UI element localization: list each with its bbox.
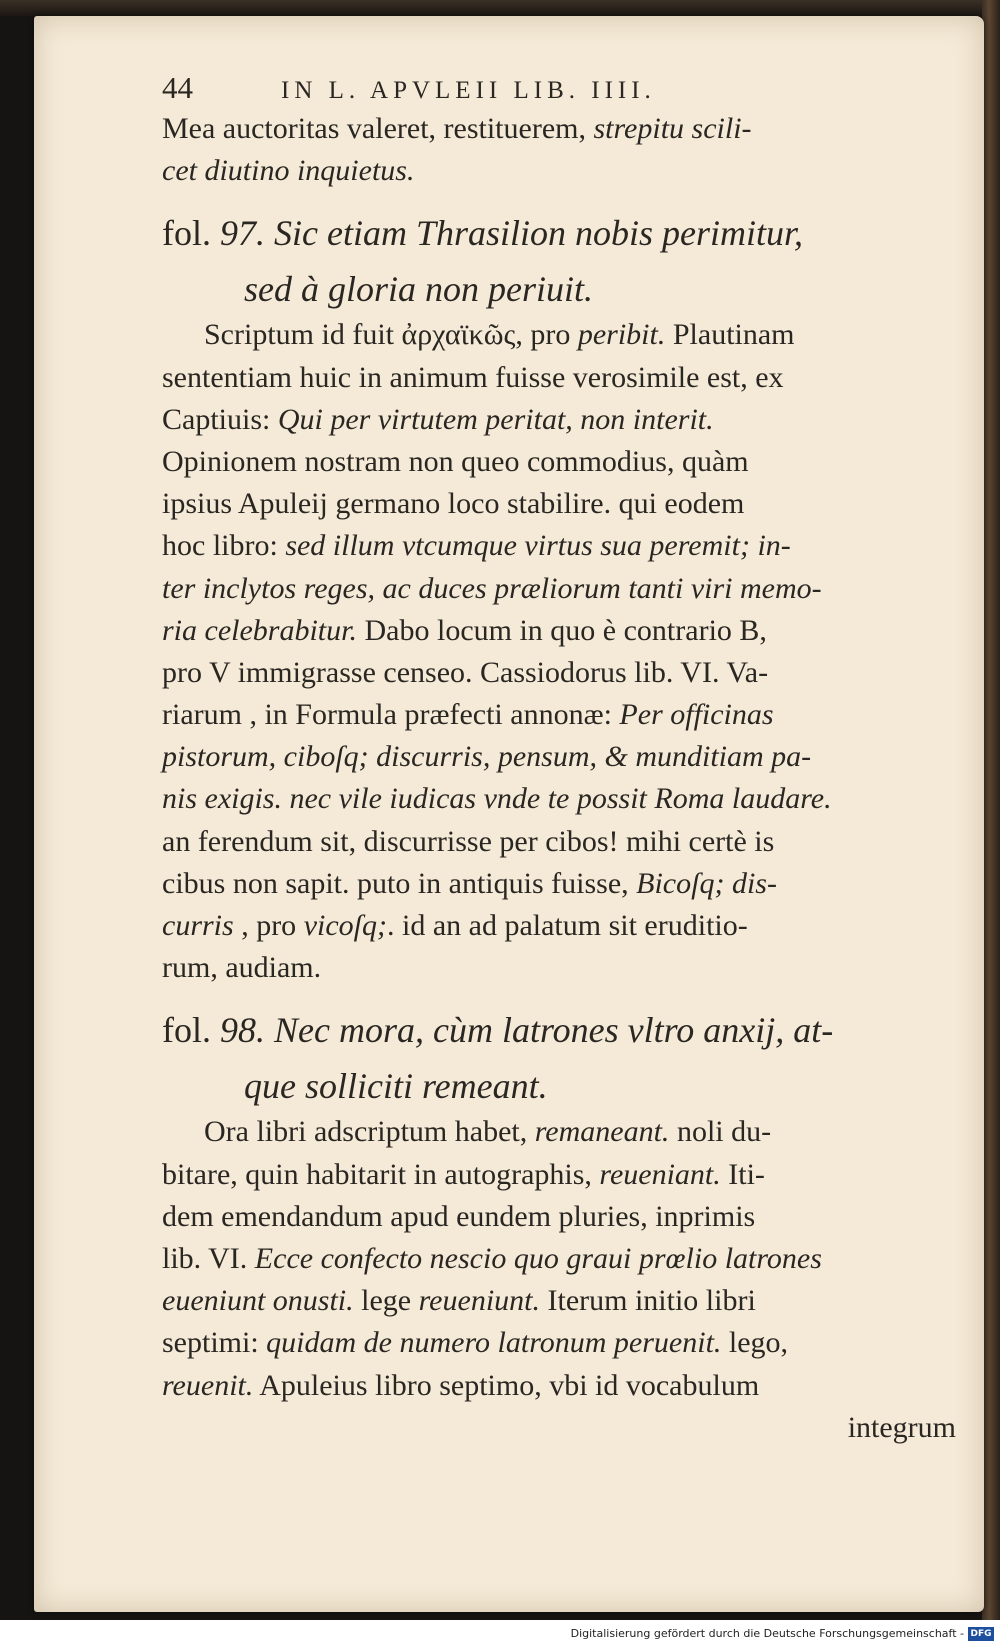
roman-text: Iterum initio libri bbox=[540, 1284, 756, 1318]
roman-text: bitare, quin habitarit in autographis, bbox=[162, 1157, 600, 1191]
italic-text: vicoſq; bbox=[303, 909, 387, 942]
text-line bbox=[162, 1061, 984, 1111]
text-line bbox=[162, 264, 984, 314]
roman-text: an ferendum sit, discurrisse per cibos! mihi certè is bbox=[162, 824, 775, 858]
text-line bbox=[162, 441, 984, 483]
italic-text: quidam de numero latronum peruenit. bbox=[266, 1326, 722, 1360]
running-title: IN L. APVLEII LIB. IIII. bbox=[281, 77, 656, 104]
italic-text: Ecce confecto nescio quo graui prœlio latrones bbox=[254, 1241, 822, 1275]
roman-text: lege bbox=[353, 1284, 419, 1318]
italic-text: reuenit. bbox=[162, 1368, 254, 1402]
roman-text: Ora libri adscriptum habet, bbox=[204, 1115, 535, 1149]
page-text bbox=[162, 68, 984, 1449]
italic-text: pistorum, ciboſq; discurris, pensum, & munditiam pa- bbox=[162, 740, 812, 774]
italic-text: sed à gloria non periuit. bbox=[244, 269, 593, 310]
italic-text: 98. Nec mora, cùm latrones vltro anxij, at- bbox=[220, 1010, 834, 1051]
text-line bbox=[162, 1005, 984, 1055]
footer-bar bbox=[0, 1620, 1000, 1647]
roman-text: rum, audiam. bbox=[162, 951, 322, 985]
text-lines bbox=[162, 108, 984, 1449]
text-line bbox=[162, 357, 984, 399]
italic-text: eueniunt onusti. bbox=[162, 1284, 354, 1318]
roman-text: fol. bbox=[162, 213, 220, 254]
text-line bbox=[162, 399, 984, 441]
italic-text: sed illum vtcumque virtus sua peremit; in- bbox=[285, 529, 791, 563]
italic-text: remaneant. bbox=[534, 1115, 670, 1149]
italic-text: reueniant. bbox=[599, 1157, 721, 1191]
footer-credit: Digitalisierung gefördert durch die Deutsche Forschungsgemeinschaft - bbox=[570, 1627, 964, 1640]
italic-text: que solliciti remeant. bbox=[244, 1066, 548, 1107]
italic-text: peribit. bbox=[577, 318, 666, 352]
text-line bbox=[162, 1322, 984, 1364]
text-line bbox=[162, 483, 984, 525]
text-line bbox=[162, 736, 984, 778]
roman-text: noli du- bbox=[669, 1115, 772, 1149]
roman-text: ipsius Apuleij germano loco stabilire. qui eodem bbox=[162, 487, 745, 521]
text-line bbox=[162, 1111, 984, 1153]
italic-text: Bicoſq; dis- bbox=[636, 866, 777, 900]
roman-text: fol. bbox=[162, 1010, 220, 1051]
roman-text: Captiuis: bbox=[162, 402, 278, 436]
text-line bbox=[162, 568, 984, 610]
roman-text: lego, bbox=[721, 1326, 789, 1360]
text-line bbox=[162, 905, 984, 947]
text-line bbox=[162, 1365, 984, 1407]
roman-text: Plautinam bbox=[665, 318, 795, 352]
text-line bbox=[162, 947, 984, 989]
text-line bbox=[162, 1238, 984, 1280]
italic-text: 97. Sic etiam Thrasilion nobis perimitur, bbox=[220, 213, 804, 254]
book-binding-edge bbox=[982, 0, 1000, 1620]
italic-text: reueniunt. bbox=[418, 1284, 540, 1318]
roman-text: Opinionem nostram non queo commodius, quàm bbox=[162, 444, 749, 478]
roman-text: cibus non sapit. puto in antiquis fuisse, bbox=[162, 866, 637, 900]
line-gap bbox=[162, 989, 984, 999]
text-line bbox=[162, 694, 984, 736]
scan-top-edge bbox=[0, 0, 1000, 16]
page-number: 44 bbox=[162, 70, 193, 105]
text-line bbox=[162, 150, 984, 192]
text-line bbox=[162, 821, 984, 863]
roman-text: . id an ad palatum sit eruditio- bbox=[386, 909, 748, 942]
book-page bbox=[34, 16, 984, 1612]
running-head bbox=[162, 68, 984, 108]
roman-text: dem emendandum apud eundem pluries, inprimis bbox=[162, 1199, 756, 1233]
italic-text: strepitu scili- bbox=[593, 112, 752, 145]
roman-text: pro V immigrasse censeo. Cassiodorus lib. VI. Va- bbox=[162, 655, 769, 689]
text-line bbox=[162, 1196, 984, 1238]
text-line bbox=[162, 1407, 984, 1449]
italic-text: curris bbox=[162, 909, 234, 942]
dfg-logo: DFG bbox=[968, 1627, 994, 1641]
text-line bbox=[162, 314, 984, 356]
text-line bbox=[162, 652, 984, 694]
roman-text: septimi: bbox=[162, 1326, 267, 1360]
roman-text: hoc libro: bbox=[162, 529, 286, 563]
text-line bbox=[162, 863, 984, 905]
roman-text: riarum , in Formula præfecti annonæ: bbox=[162, 698, 620, 732]
italic-text: ria celebrabitur. bbox=[162, 613, 357, 647]
italic-text: cet diutino inquietus. bbox=[162, 154, 415, 188]
roman-text: Scriptum id fuit ἀρχαϊκῶς, pro bbox=[204, 318, 578, 352]
text-line bbox=[162, 778, 984, 820]
roman-text: Iti- bbox=[720, 1157, 765, 1191]
italic-text: ter inclytos reges, ac duces præliorum tanti viri memo- bbox=[162, 571, 822, 605]
roman-text: integrum bbox=[847, 1410, 956, 1444]
italic-text: Per officinas bbox=[619, 698, 774, 732]
roman-text: lib. VI. bbox=[162, 1241, 255, 1275]
italic-text: Qui per virtutem peritat, non interit. bbox=[277, 402, 714, 436]
text-line bbox=[162, 610, 984, 652]
text-line bbox=[162, 1154, 984, 1196]
text-line bbox=[162, 108, 984, 150]
roman-text: , pro bbox=[233, 909, 304, 942]
text-line bbox=[162, 208, 984, 258]
text-line bbox=[162, 525, 984, 567]
roman-text: Mea auctoritas valeret, restituerem, bbox=[162, 112, 594, 145]
roman-text: Apuleius libro septimo, vbi id vocabulum bbox=[253, 1368, 760, 1402]
roman-text: Dabo locum in quo è contrario B, bbox=[357, 613, 767, 647]
italic-text: nis exigis. nec vile iudicas vnde te possit Roma laudare. bbox=[162, 782, 832, 816]
text-line bbox=[162, 1280, 984, 1322]
line-gap bbox=[162, 192, 984, 202]
roman-text: sententiam huic in animum fuisse verosimile est, ex bbox=[162, 360, 784, 394]
